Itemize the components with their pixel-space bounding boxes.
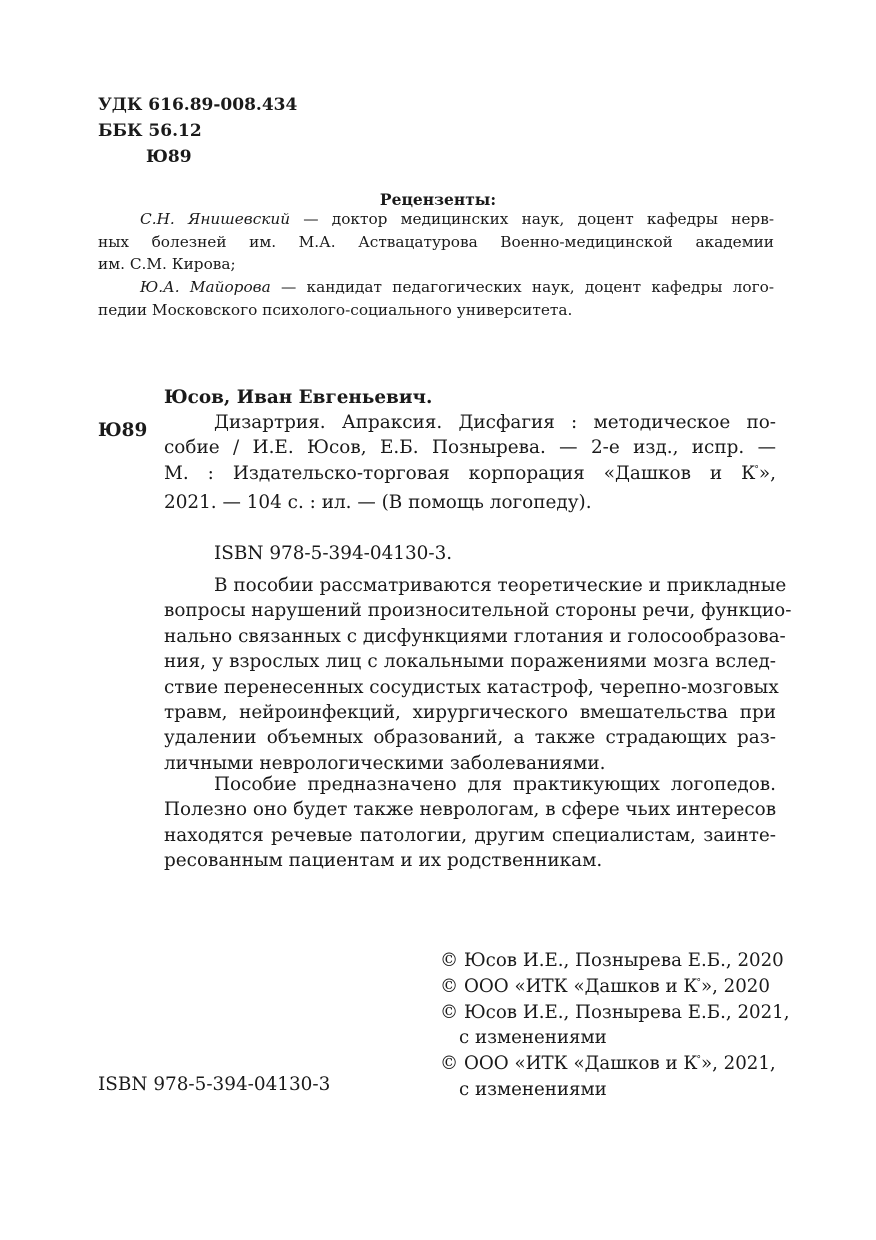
catalog-entry-line: 2021. — 104 с. : ил. — (В помощь логопеду).	[164, 492, 592, 514]
annotation-line: Пособие предназначено для практикующих логопедов.	[214, 774, 776, 795]
reviewer-1-line: С.Н. Янишевский — доктор медицинских наук, доцент кафедры нерв-	[140, 210, 775, 228]
copyright-line: © ООО «ИТК «Дашков и К°», 2020	[440, 975, 770, 997]
copyright-line: © Юсов И.Е., Познырева Е.Б., 2020	[440, 950, 784, 971]
reviewer-1-line: ных болезней им. М.А. Аствацатурова Военно-медицинской академии	[98, 232, 774, 251]
annotation-paragraph-2	[164, 772, 776, 874]
copyright-block	[440, 948, 790, 1103]
annotation-line: находятся речевые патологии, другим специалистам, заинте-	[164, 824, 776, 846]
annotation-line: удалении объемных образований, а также страдающих раз-	[164, 727, 776, 749]
udk-code: УДК 616.89-008.434	[98, 95, 298, 115]
annotation-line: В пособии рассматриваются теоретические и прикладные	[214, 575, 787, 596]
isbn-entry: ISBN 978-5-394-04130-3.	[214, 543, 453, 564]
bbk-code: ББК 56.12	[98, 121, 202, 141]
annotation-line: травм, нейроинфекций, хирургического вмешательства при	[164, 702, 776, 724]
catalog-entry-line: Дизартрия. Апраксия. Дисфагия : методическое по-	[214, 412, 776, 433]
reviewer-2-line: педии Московского психолого-социального университета.	[98, 300, 573, 319]
annotation-line: ресованным пациентам и их родственникам.	[164, 850, 603, 872]
isbn-bottom: ISBN 978-5-394-04130-3	[98, 1074, 331, 1095]
catalog-mark: Ю89	[98, 420, 148, 441]
annotation-paragraph-1	[164, 573, 792, 776]
reviewer-1	[98, 208, 774, 276]
catalog-entry-line: М. : Издательско-торговая корпорация «Дашков и К°»,	[164, 462, 776, 484]
reviewer-2	[98, 276, 774, 321]
degree-sup: °	[754, 464, 759, 475]
degree-sup: °	[696, 977, 701, 988]
annotation-line: ствие перенесенных сосудистых катастроф, черепно-мозговых	[164, 676, 779, 698]
copyright-line: с изменениями	[459, 1078, 607, 1100]
annotation-line: вопросы нарушений произносительной стороны речи, функцио-	[164, 600, 792, 622]
annotation-line: ния, у взрослых лиц с локальными поражениями мозга вслед-	[164, 651, 776, 673]
copyright-line: © ООО «ИТК «Дашков и К°», 2021,	[440, 1053, 776, 1075]
reviewer-2-line: Ю.А. Майорова — кандидат педагогических наук, доцент кафедры лого-	[140, 278, 774, 296]
catalog-entry	[164, 410, 776, 516]
classification-codes	[98, 92, 297, 170]
annotation-line: нально связанных с дисфункциями глотания и голосообразова-	[164, 625, 786, 647]
author-heading: Юсов, Иван Евгеньевич.	[164, 387, 433, 408]
copyright-line: с изменениями	[459, 1027, 607, 1049]
catalog-entry-line: собие / И.Е. Юсов, Е.Б. Познырева. — 2-е изд., испр. —	[164, 437, 776, 459]
copyright-line: © Юсов И.Е., Познырева Е.Б., 2021,	[440, 1001, 790, 1023]
annotation-line: Полезно оно будет также неврологам, в сфере чьих интересов	[164, 799, 777, 821]
degree-sup: °	[696, 1055, 701, 1066]
annotation-line: личными неврологическими заболеваниями.	[164, 752, 606, 774]
reviewer-1-line: им. С.М. Кирова;	[98, 255, 236, 273]
author-mark: Ю89	[146, 147, 192, 167]
reviewer-1-name: С.Н. Янишевский	[140, 210, 291, 228]
reviewers-title: Рецензенты:	[379, 190, 497, 209]
reviewer-2-name: Ю.А. Майорова	[140, 278, 271, 296]
